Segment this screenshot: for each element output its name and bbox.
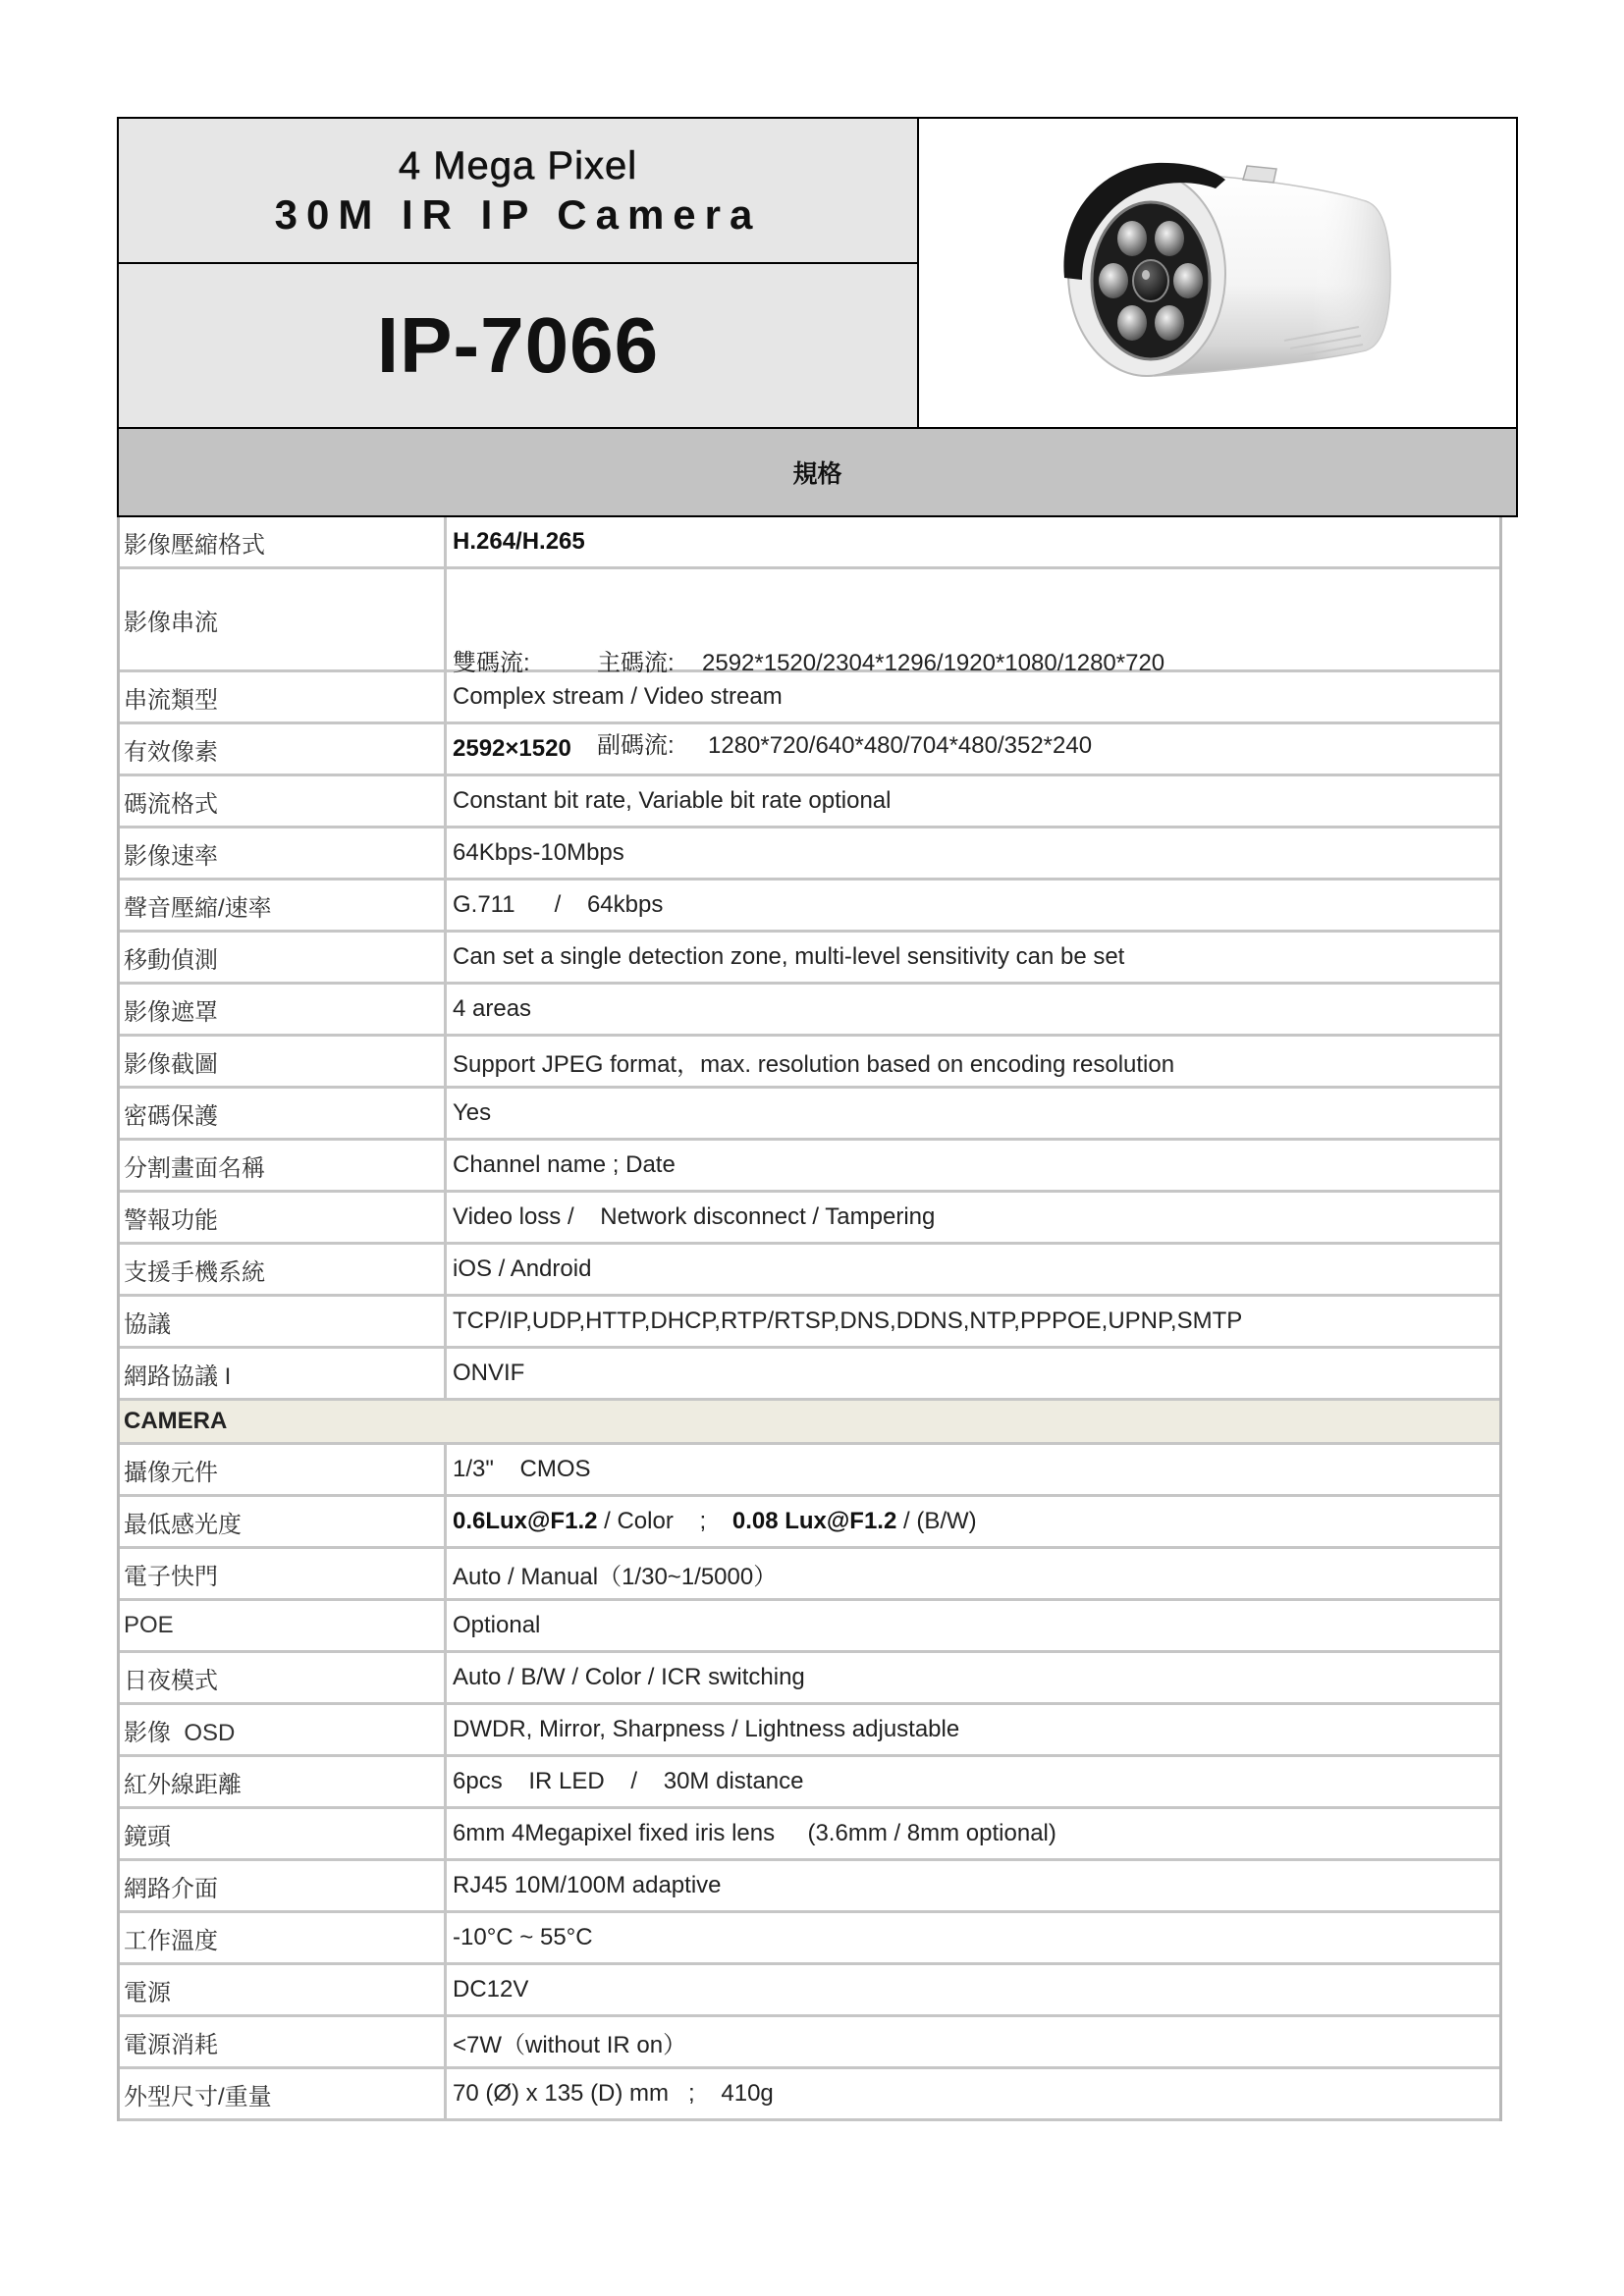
- bw-lux-text: / (B/W): [896, 1508, 977, 1534]
- spec-value: Can set a single detection zone, multi-level sensitivity can be set: [453, 943, 1125, 970]
- spec-row: [120, 1245, 1499, 1297]
- ir-led: [1117, 305, 1147, 341]
- spec-value: ONVIF: [453, 1360, 525, 1386]
- camera-section-header: [120, 1401, 1499, 1445]
- spec-label: 影像串流: [120, 569, 447, 669]
- spec-value: Video loss / Network disconnect / Tampering: [453, 1203, 936, 1230]
- spec-value: Yes: [453, 1099, 492, 1126]
- spec-label: 分割畫面名稱: [120, 1141, 447, 1190]
- spec-value: Support JPEG format，max. resolution based on encoding resolution: [453, 1050, 1175, 1078]
- spec-label: 串流類型: [120, 672, 447, 721]
- spec-row: [120, 1913, 1499, 1965]
- ir-led: [1099, 263, 1128, 298]
- spec-row: [120, 1809, 1499, 1861]
- spec-row: [120, 881, 1499, 933]
- spec-label: 碼流格式: [120, 776, 447, 826]
- bullet-camera-image: [919, 119, 1519, 427]
- spec-label: 移動偵測: [120, 933, 447, 982]
- spec-value: -10°C ~ 55°C: [453, 1924, 593, 1950]
- sub-stream-value: 1280*720/640*480/704*480/352*240: [708, 732, 1093, 759]
- ir-led: [1117, 221, 1147, 256]
- product-title-line1: 4 Mega Pixel: [398, 144, 638, 187]
- spec-value: Complex stream / Video stream: [453, 683, 783, 710]
- spec-label: 影像壓縮格式: [120, 517, 447, 566]
- spec-value: Constant bit rate, Variable bit rate optional: [453, 787, 892, 814]
- spec-row: [120, 1193, 1499, 1245]
- product-header: [117, 117, 1518, 429]
- center-lens: [1133, 260, 1168, 301]
- ir-led: [1173, 263, 1203, 298]
- lens-highlight: [1142, 270, 1150, 280]
- spec-value: G.711 / 64kbps: [453, 891, 664, 918]
- spec-row: [120, 1757, 1499, 1809]
- spec-label: 影像速率: [120, 828, 447, 878]
- main-stream-value: 2592*1520/2304*1296/1920*1080/1280*720: [702, 650, 1165, 676]
- spec-label: 警報功能: [120, 1193, 447, 1242]
- spec-value: 64Kbps-10Mbps: [453, 839, 624, 866]
- spec-row: [120, 1861, 1499, 1913]
- ir-led: [1155, 221, 1184, 256]
- spec-row: [120, 1965, 1499, 2017]
- spec-value: Auto / Manual（1/30~1/5000）: [453, 1563, 778, 1590]
- spec-value: [447, 1497, 1499, 1546]
- ir-led: [1155, 305, 1184, 341]
- spec-label: 攝像元件: [120, 1445, 447, 1494]
- spec-label: 最低感光度: [120, 1497, 447, 1546]
- spec-row: [120, 1089, 1499, 1141]
- spec-row: [120, 933, 1499, 985]
- spec-label: 工作溫度: [120, 1913, 447, 1962]
- color-lux-text: / Color ;: [597, 1508, 732, 1534]
- spec-heading: 規格: [792, 460, 842, 488]
- product-title-line2: 30M IR IP Camera: [274, 191, 762, 238]
- spec-row: [120, 1549, 1499, 1601]
- spec-label: 日夜模式: [120, 1653, 447, 1702]
- spec-value: iOS / Android: [453, 1255, 592, 1282]
- spec-value: 2592×1520: [453, 735, 571, 762]
- spec-heading-bar: [117, 427, 1518, 517]
- spec-row: [120, 1037, 1499, 1089]
- spec-row: [120, 517, 1499, 569]
- spec-label: 電源消耗: [120, 2017, 447, 2066]
- bw-lux-value: 0.08 Lux@F1.2: [731, 1508, 897, 1534]
- spec-label: 有效像素: [120, 724, 447, 774]
- spec-label: 電子快門: [120, 1549, 447, 1598]
- spec-value: DWDR, Mirror, Sharpness / Lightness adjustable: [453, 1716, 960, 1742]
- spec-label: 電源: [120, 1965, 447, 2014]
- spec-row: [120, 1445, 1499, 1497]
- spec-label: 影像截圖: [120, 1037, 447, 1086]
- product-title-block: [119, 119, 919, 264]
- spec-row: [120, 2017, 1499, 2069]
- spec-row: [120, 672, 1499, 724]
- spec-row: [120, 1497, 1499, 1549]
- camera-section-title: CAMERA: [124, 1408, 228, 1434]
- spec-value: <7W（without IR on）: [453, 2031, 687, 2058]
- spec-label: 外型尺寸/重量: [120, 2069, 447, 2118]
- spec-row: [120, 1349, 1499, 1401]
- spec-label: POE: [120, 1601, 447, 1650]
- spec-value: 6mm 4Megapixel fixed iris lens (3.6mm / 8mm optional): [453, 1820, 1056, 1846]
- spec-label: 協議: [120, 1297, 447, 1346]
- spec-value: H.264/H.265: [453, 528, 585, 555]
- spec-label: 影像遮罩: [120, 985, 447, 1034]
- spec-label: 鏡頭: [120, 1809, 447, 1858]
- spec-label: 聲音壓縮/速率: [120, 881, 447, 930]
- spec-value: 6pcs IR LED / 30M distance: [453, 1768, 804, 1794]
- spec-row: [120, 1601, 1499, 1653]
- spec-table: [117, 517, 1502, 2121]
- spec-label: 密碼保護: [120, 1089, 447, 1138]
- spec-row: [120, 1653, 1499, 1705]
- spec-value: 4 areas: [453, 995, 532, 1022]
- product-image-cell: [919, 119, 1516, 427]
- spec-label: 網路協議 I: [120, 1349, 447, 1398]
- spec-row: [120, 828, 1499, 881]
- spec-row: [120, 985, 1499, 1037]
- spec-label: 紅外線距離: [120, 1757, 447, 1806]
- sub-stream-label: 副碼流:: [597, 732, 675, 759]
- main-stream-label: 主碼流:: [597, 650, 675, 676]
- spec-row: [120, 1297, 1499, 1349]
- color-lux-value: 0.6Lux@F1.2: [453, 1508, 598, 1534]
- spec-value: Optional: [453, 1612, 541, 1638]
- dual-stream-label: 雙碼流:: [453, 650, 530, 676]
- spec-label: 網路介面: [120, 1861, 447, 1910]
- spec-label: 影像 OSD: [120, 1705, 447, 1754]
- spec-row: [120, 724, 1499, 776]
- spec-value: 1/3" CMOS: [453, 1456, 591, 1482]
- model-number: IP-7066: [376, 301, 660, 389]
- spec-label: 支援手機系統: [120, 1245, 447, 1294]
- spec-value: TCP/IP,UDP,HTTP,DHCP,RTP/RTSP,DNS,DDNS,NTP,PPPOE,UPNP,SMTP: [453, 1308, 1243, 1334]
- model-block: [119, 264, 919, 427]
- spec-value: DC12V: [453, 1976, 529, 2002]
- mount-bracket: [1243, 166, 1276, 183]
- spec-value: 70 (Ø) x 135 (D) mm ; 410g: [453, 2080, 774, 2107]
- spec-row: [120, 1705, 1499, 1757]
- spec-row: [120, 2069, 1499, 2121]
- spec-value: RJ45 10M/100M adaptive: [453, 1872, 722, 1898]
- spec-value: Auto / B/W / Color / ICR switching: [453, 1664, 805, 1690]
- spec-row: [120, 776, 1499, 828]
- spec-value: Channel name ; Date: [453, 1151, 676, 1178]
- spec-row: [120, 1141, 1499, 1193]
